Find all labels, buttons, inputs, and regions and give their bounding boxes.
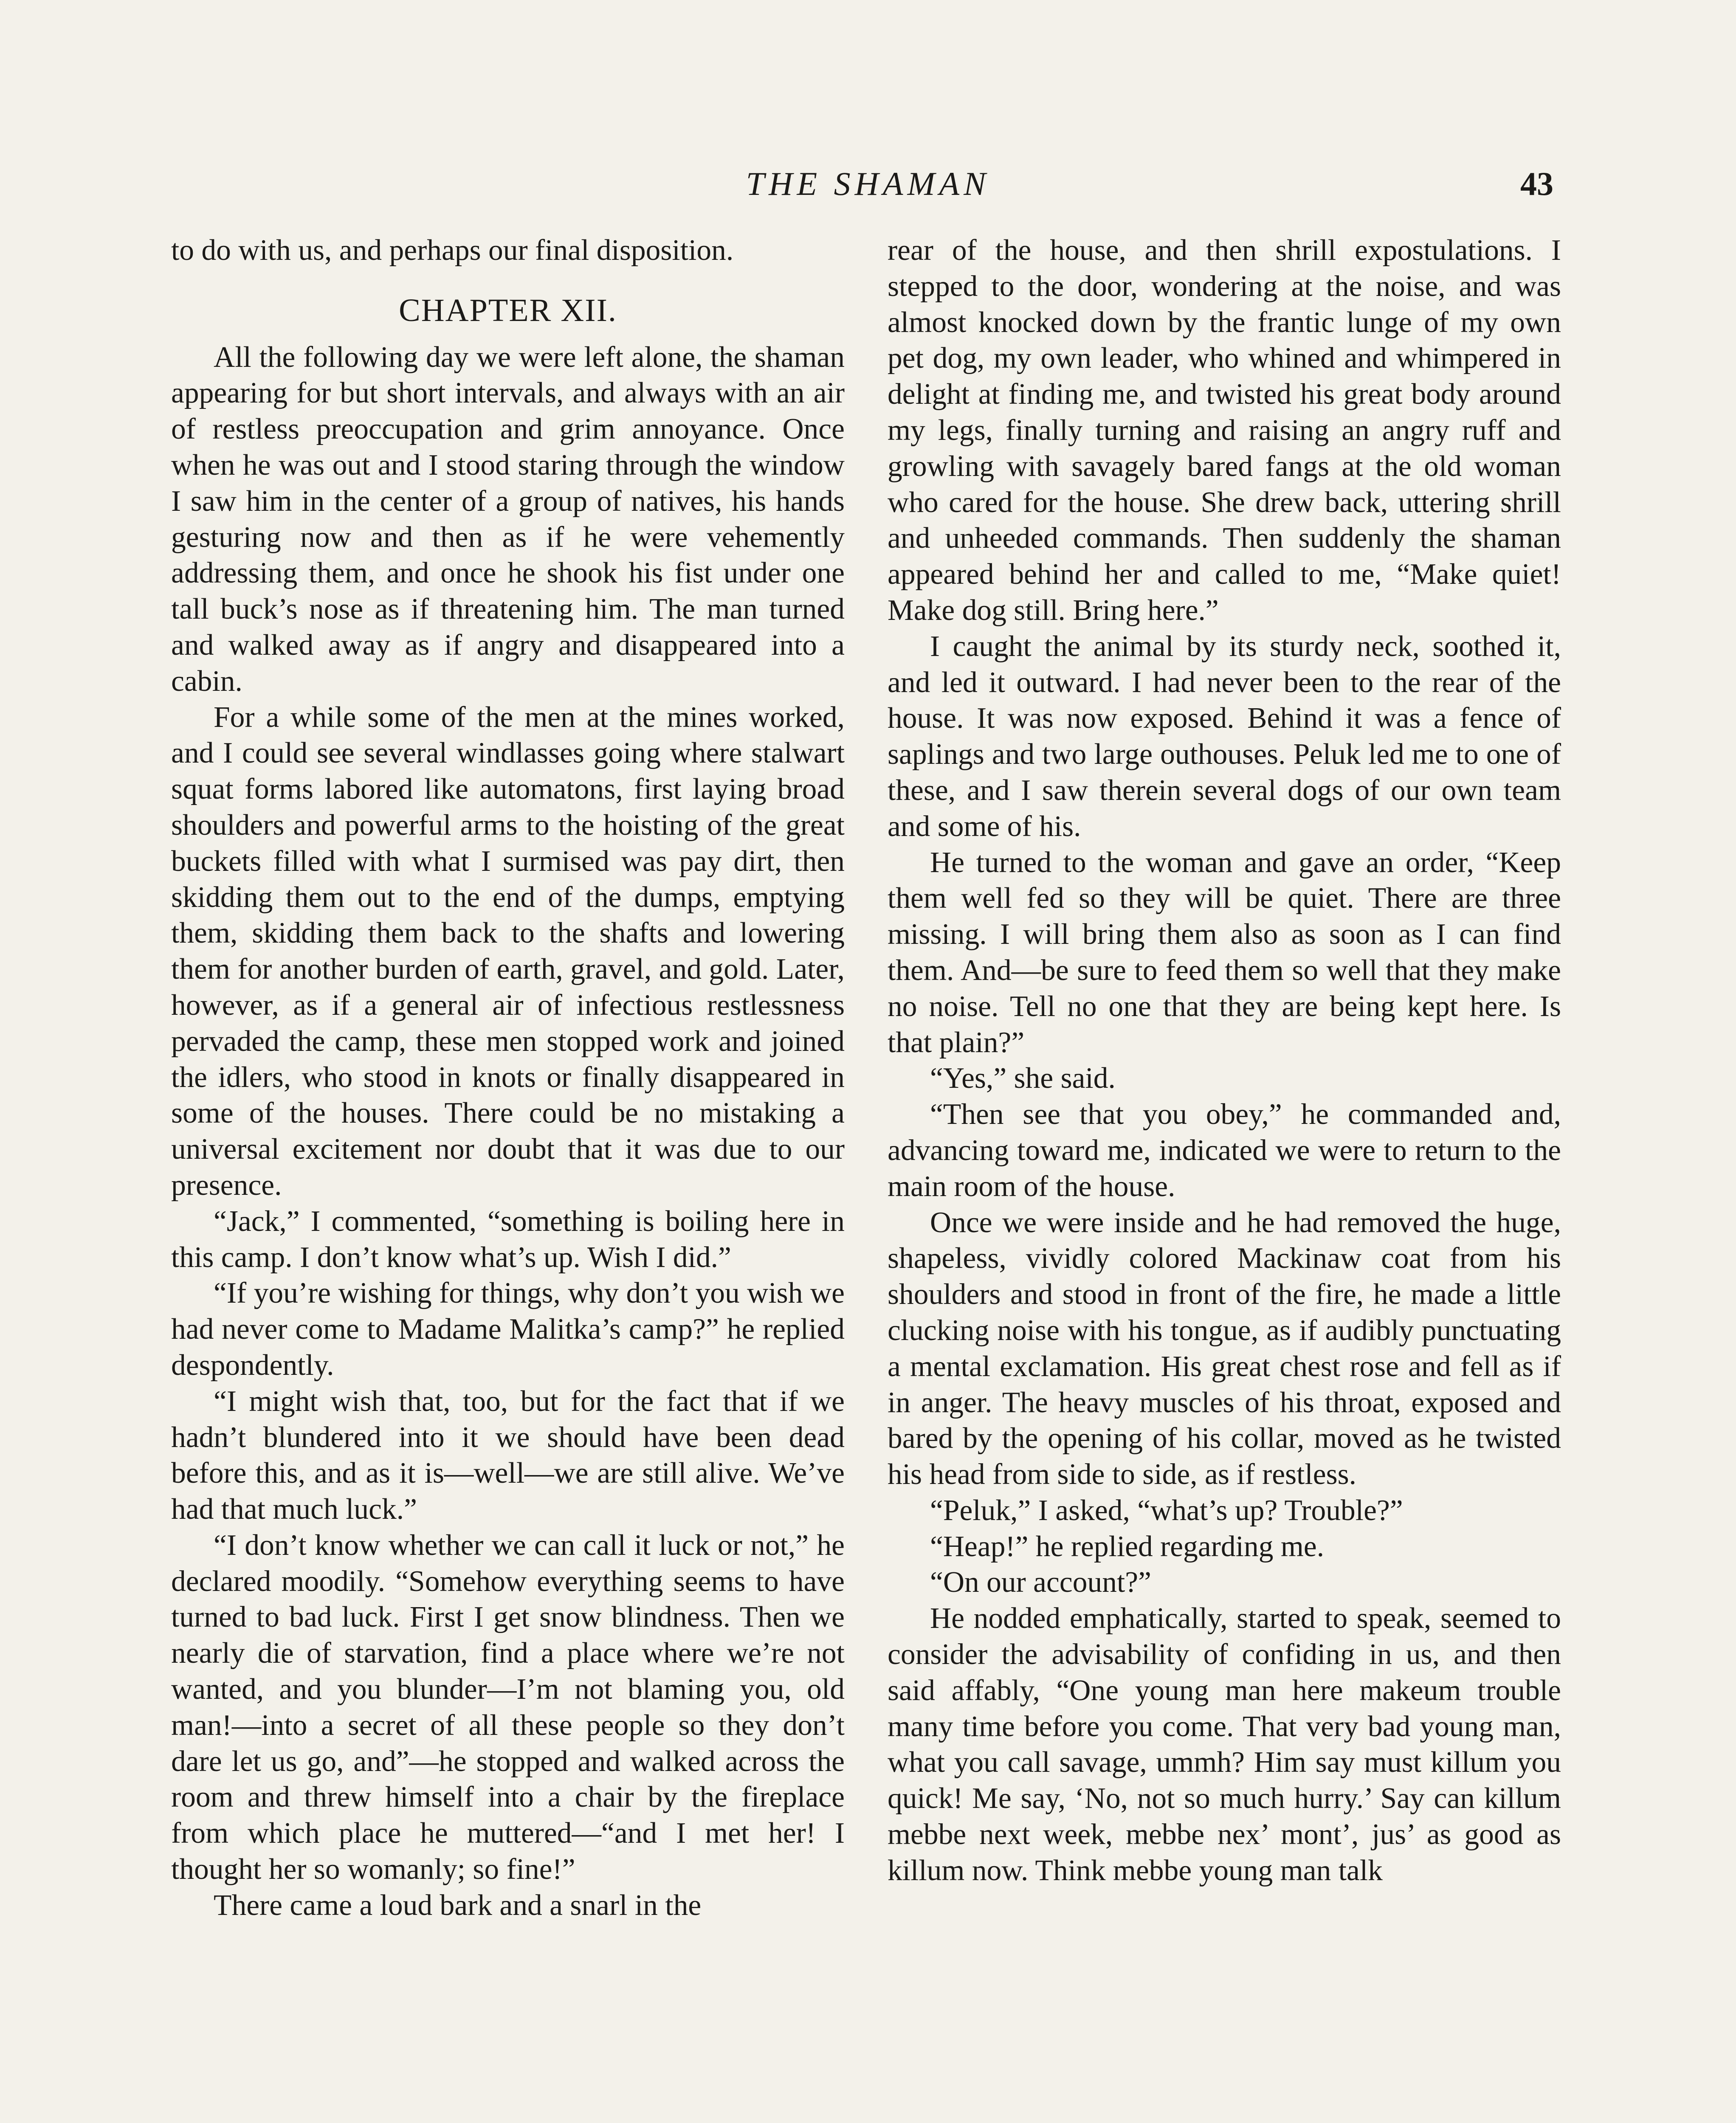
paragraph: He nodded emphatically, started to speak, seemed to consider the advisability of confiding in us, and then said affably, “One young man here makeum trouble many time before you come. That very bad young man, what you call savage, ummh? Him say must killum you quick! Me say, ‘No, not so much hurry.’ Say can killum mebbe next week, mebbe nex’ mont’, jus’ as good as killum now. Think mebbe young man talk [888,1602,1561,1887]
right-column [888,233,1561,1889]
paragraph: “Then see that you obey,” he commanded and, advancing toward me, indicated we were to return to the main room of the house. [888,1098,1561,1203]
paragraph: rear of the house, and then shrill expostulations. I stepped to the door, wondering at the noise, and was almost knocked down by the frantic lunge of my own pet dog, my own leader, who whined and whimpered in delight at finding me, and twisted his great body around my legs, finally turning and raising an angry ruff and growling with savagely bared fangs at the old woman who cared for the house. She drew back, uttering shrill and unheeded commands. Then suddenly the shaman appeared behind her and called to me, “Make quiet! Make dog still. Bring here.” [888,234,1561,627]
paragraph: “I don’t know whether we can call it luck or not,” he declared moodily. “Somehow everything seems to have turned to bad luck. First I get snow blindness. Then we nearly die of starvation, find a place where we’re not wanted, and you blunder—I’m not blaming you, old man!—into a secret of all these people so they don’t dare let us go, and”—he stopped and walked across the room and threw himself into a chair by the fireplace from which place he muttered—“and I met her! I thought her so womanly; so fine!” [171,1529,845,1886]
paragraph: “If you’re wishing for things, why don’t you wish we had never come to Madame Malitka’s camp?” he replied despondently. [171,1277,845,1382]
paragraph: to do with us, and perhaps our final disposition. [171,234,734,267]
paragraph: For a while some of the men at the mines worked, and I could see several windlasses going where stalwart squat forms labored like automatons, first laying broad shoulders and powerful arms to the hoisting of the great buckets filled with what I surmised was pay dirt, then skidding them out to the end of the dumps, emptying them, skidding them back to the shafts and lowering them for another burden of earth, gravel, and gold. Later, however, as if a general air of infectious restlessness pervaded the camp, these men stopped work and joined the idlers, who stood in knots or finally disappeared in some of the houses. There could be no mistaking a universal excitement nor doubt that it was due to our presence. [171,701,845,1202]
paragraph: “Peluk,” I asked, “what’s up? Trouble?” [930,1494,1403,1527]
chapter-heading: CHAPTER XII. [399,292,617,328]
paragraph: He turned to the woman and gave an order, “Keep them well fed so they will be quiet. There are three missing. I will bring them also as soon as I can find them. And—be sure to feed them so well that they make no noise. Tell no one that they are being kept here. Is that plain?” [888,846,1561,1059]
paragraph: “Heap!” he replied regarding me. [930,1530,1325,1563]
paragraph: I caught the animal by its sturdy neck, soothed it, and led it outward. I had never been to the rear of the house. It was now exposed. Behind it was a fence of saplings and two large outhouses. Peluk led me to one of these, and I saw therein several dogs of our own team and some of his. [888,630,1561,843]
page-number: 43 [1520,165,1553,202]
running-head [0,165,1736,211]
left-column [171,233,845,1924]
running-title: THE SHAMAN [746,165,990,202]
paragraph: There came a loud bark and a snarl in the [214,1889,702,1922]
paragraph: “Yes,” she said. [930,1062,1116,1095]
paragraph: All the following day we were left alone, the shaman appearing for but short intervals, and always with an air of restless preoccupation and grim annoyance. Once when he was out and I stood staring through the window I saw him in the center of a group of natives, his hands gesturing now and then as if he were vehemently addressing them, and once he shook his fist under one tall buck’s nose as if threatening him. The man turned and walked away as if angry and disappeared into a cabin. [171,341,845,698]
paragraph: Once we were inside and he had removed the huge, shapeless, vividly colored Mackinaw coat from his shoulders and stood in front of the fire, he made a little clucking noise with his tongue, as if audibly punctuating a mental exclamation. His great chest rose and fell as if in anger. The heavy muscles of his throat, exposed and bared by the opening of his collar, moved as he twisted his head from side to side, as if restless. [888,1206,1561,1491]
paragraph: “Jack,” I commented, “something is boiling here in this camp. I don’t know what’s up. Wish I did.” [171,1205,845,1274]
paragraph: “On our account?” [930,1566,1151,1599]
paragraph: “I might wish that, too, but for the fact that if we hadn’t blundered into it we should have been dead before this, and as it is—well—we are still alive. We’ve had that much luck.” [171,1385,845,1526]
